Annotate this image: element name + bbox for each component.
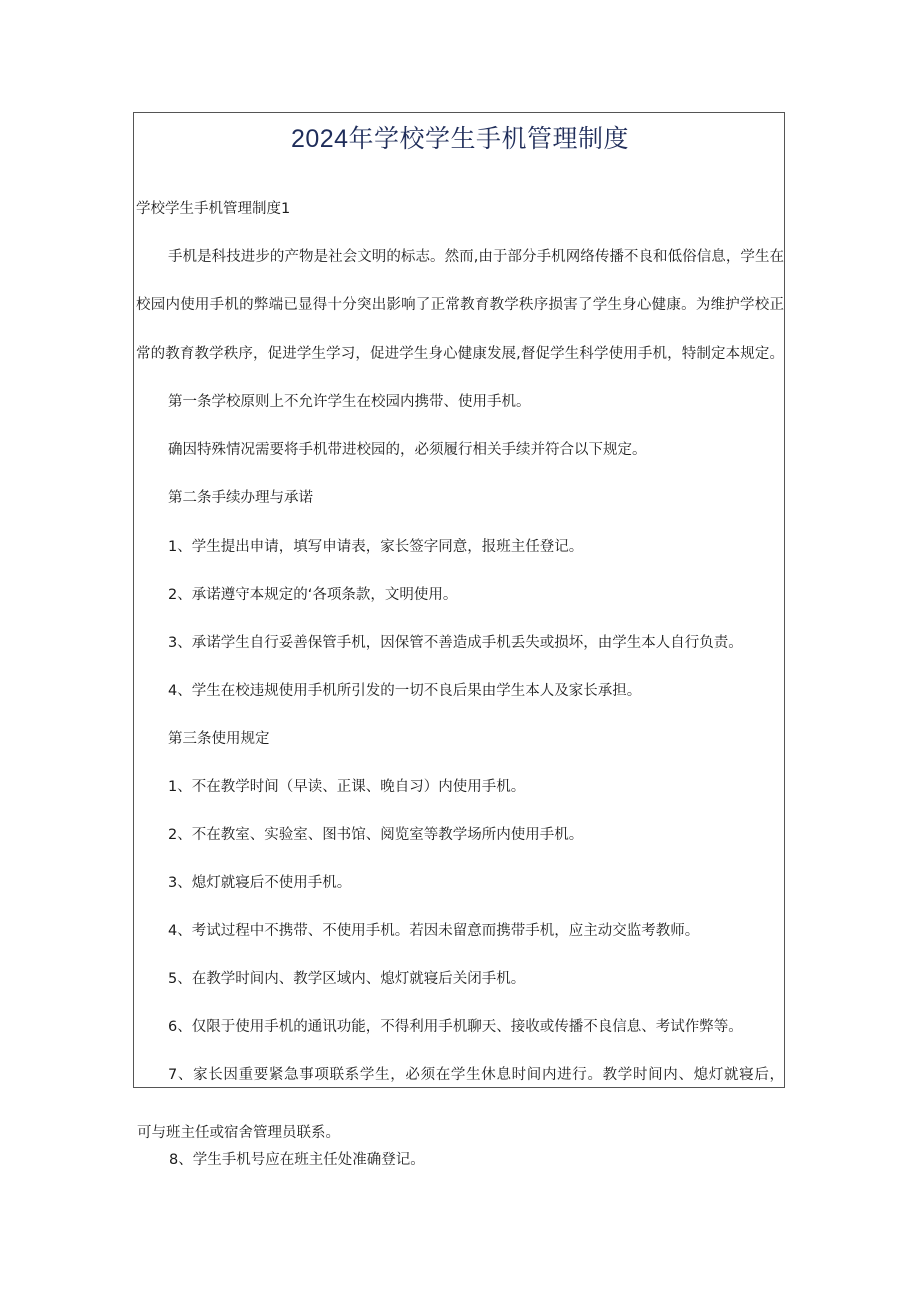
section-heading: 学校学生手机管理制度1	[136, 201, 291, 217]
intro-line-1: 手机是科技进步的产物是社会文明的标志。然而,由于部分手机网络传播不良和低俗信息，学生在	[168, 249, 784, 265]
article-3-item: 5、在教学时间内、教学区域内、熄灯就寝后关闭手机。	[168, 971, 526, 987]
intro-line-3: 常的教育教学秩序，促进学生学习，促进学生身心健康发展,督促学生科学使用手机，特制定本规定。	[136, 346, 784, 362]
article-2-heading: 第二条手续办理与承诺	[168, 490, 313, 506]
article-3-item: 1、不在教学时间（早读、正课、晚自习）内使用手机。	[168, 779, 526, 795]
article-2-item: 2、承诺遵守本规定的‘各项条款，文明使用。	[168, 587, 458, 603]
article-2-item: 3、承诺学生自行妥善保管手机，因保管不善造成手机丢失或损坏，由学生本人自行负责。	[168, 635, 743, 651]
intro-line-2: 校园内使用手机的弊端已显得十分突出影响了正常教育教学秩序损害了学生身心健康。为维护学校正	[136, 297, 784, 313]
article-3-item: 6、仅限于使用手机的通讯功能，不得利用手机聊天、接收或传播不良信息、考试作弊等。	[168, 1019, 743, 1035]
overflow-line-2: 8、学生手机号应在班主任处准确登记。	[169, 1152, 425, 1168]
article-2-item: 1、学生提出申请，填写申请表，家长签字同意，报班主任登记。	[168, 539, 584, 555]
document-page	[133, 112, 785, 1088]
article-1-note: 确因特殊情况需要将手机带进校园的，必须履行相关手续并符合以下规定。	[168, 442, 647, 458]
overflow-line-1: 可与班主任或宿舍管理员联系。	[137, 1125, 340, 1141]
document-title: 2024年学校学生手机管理制度	[290, 125, 630, 153]
article-1: 第一条学校原则上不允许学生在校园内携带、使用手机。	[168, 394, 531, 410]
article-3-item: 7、家长因重要紧急事项联系学生，必须在学生休息时间内进行。教学时间内、熄灯就寝后，	[168, 1067, 784, 1083]
article-3-item: 3、熄灯就寝后不使用手机。	[168, 875, 352, 891]
article-2-item: 4、学生在校违规使用手机所引发的一切不良后果由学生本人及家长承担。	[168, 683, 642, 699]
article-3-item: 4、考试过程中不携带、不使用手机。若因未留意而携带手机，应主动交监考教师。	[168, 923, 700, 939]
article-3-heading: 第三条使用规定	[168, 731, 270, 747]
article-3-item: 2、不在教室、实验室、图书馆、阅览室等教学场所内使用手机。	[168, 827, 584, 843]
